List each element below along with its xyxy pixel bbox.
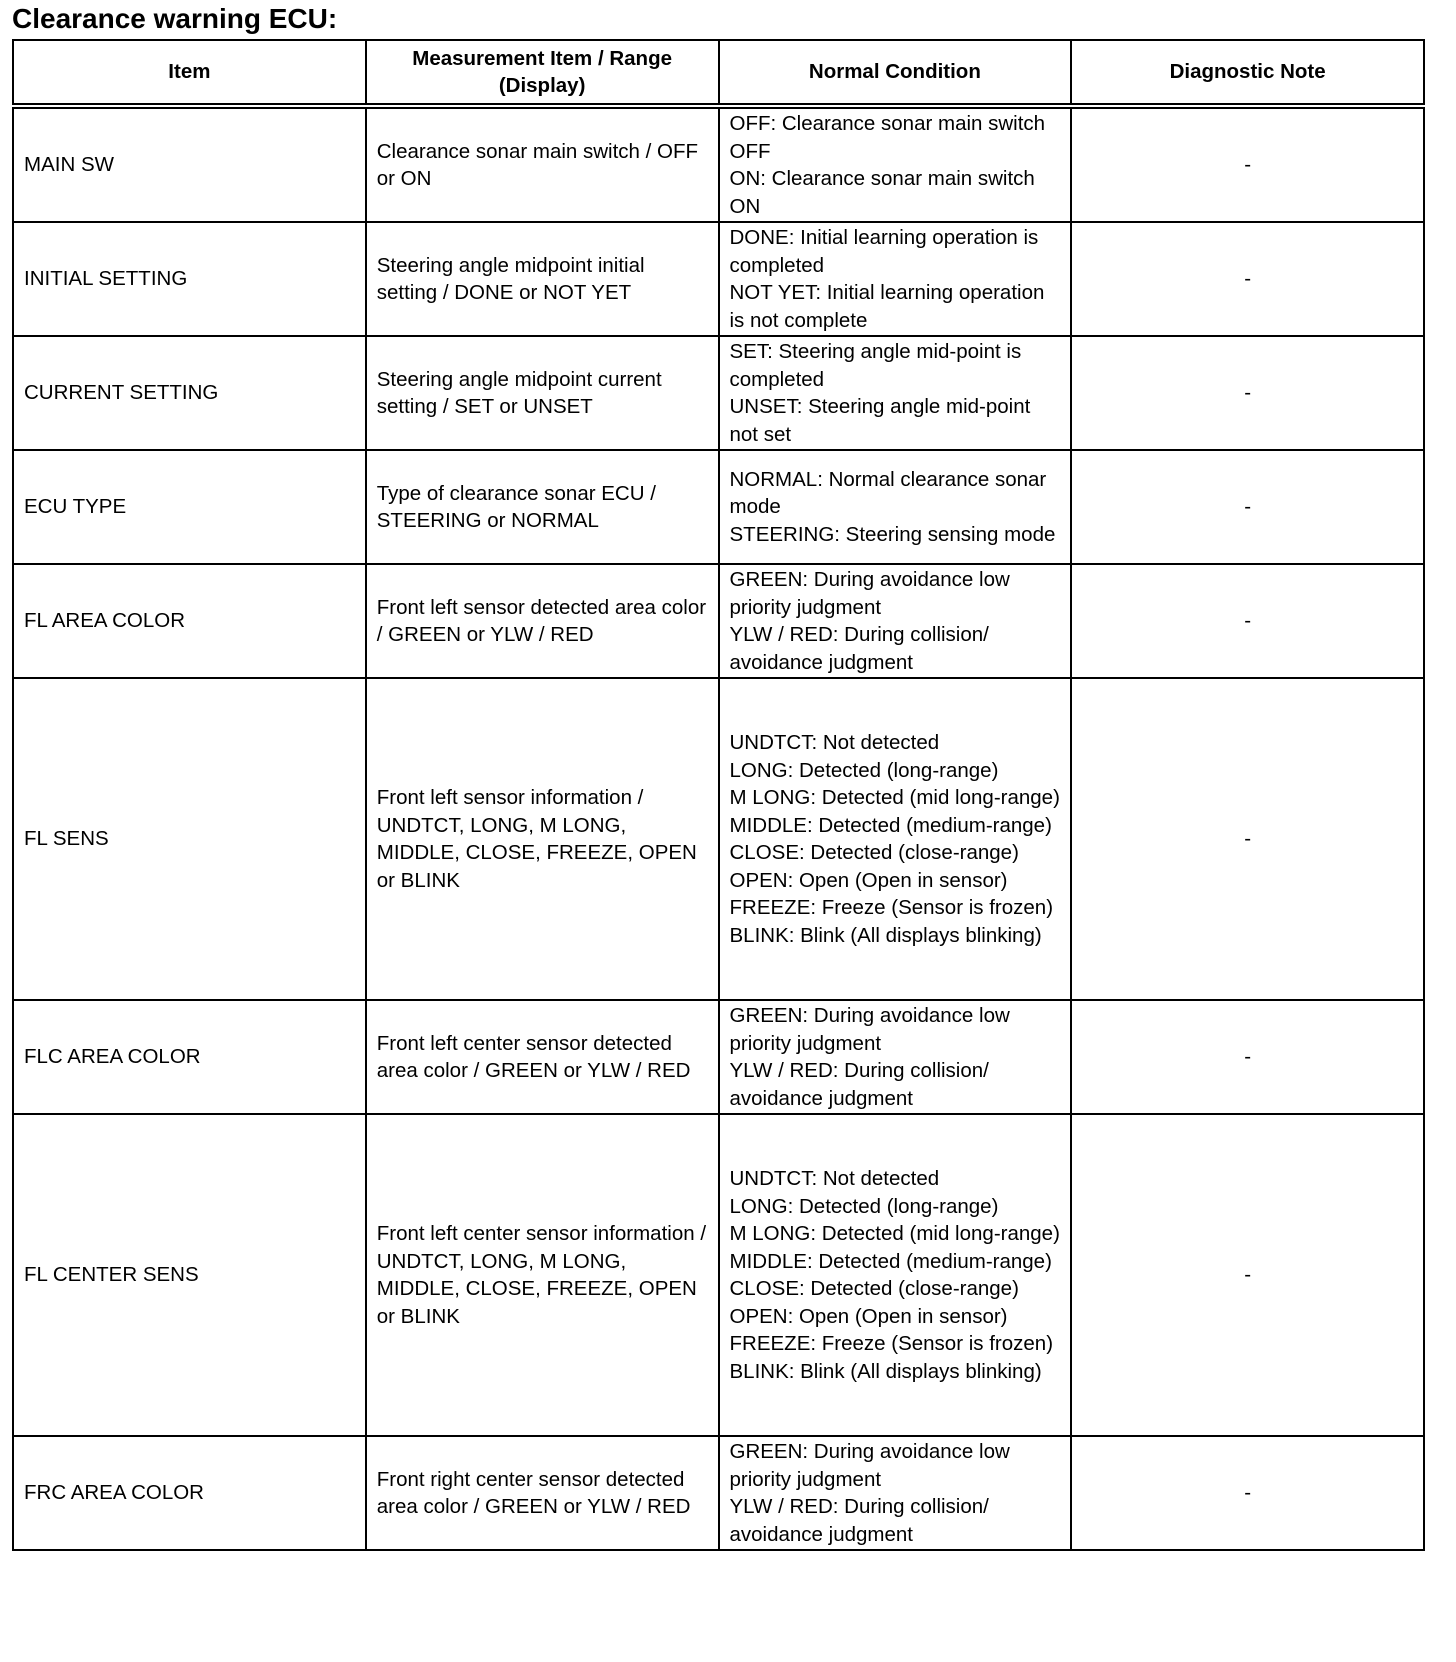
cell-diagnostic-note: - — [1071, 336, 1424, 450]
cell-item: FLC AREA COLOR — [13, 1000, 366, 1114]
cell-normal-condition — [719, 1114, 1072, 1436]
cell-normal-condition — [719, 564, 1072, 678]
cell-measurement: Front left center sensor information / UNDTCT, LONG, M LONG, MIDDLE, CLOSE, FREEZE, OPEN or BLINK — [366, 1114, 719, 1436]
cell-diagnostic-note: - — [1071, 1000, 1424, 1114]
cell-item: CURRENT SETTING — [13, 336, 366, 450]
cell-diagnostic-note: - — [1071, 678, 1424, 1000]
condition-line: GREEN: During avoidance low priority judgment — [729, 568, 1010, 619]
cell-normal-condition — [719, 222, 1072, 336]
condition-line: OPEN: Open (Open in sensor) — [729, 868, 1008, 892]
cell-normal-condition — [719, 336, 1072, 450]
condition-line: BLINK: Blink (All displays blinking) — [729, 1359, 1042, 1383]
condition-line: DONE: Initial learning operation is completed — [729, 226, 1039, 277]
condition-line: M LONG: Detected (mid long-range) — [729, 1222, 1060, 1245]
condition-line: OFF: Clearance sonar main switch OFF — [729, 112, 1046, 163]
table-row — [13, 222, 1424, 336]
condition-line: YLW / RED: During collision/ avoidance judgment — [729, 1495, 989, 1546]
cell-item: FL SENS — [13, 678, 366, 1000]
condition-line: SET: Steering angle mid-point is completed — [729, 340, 1022, 391]
cell-measurement: Clearance sonar main switch / OFF or ON — [366, 106, 719, 222]
table-row — [13, 678, 1424, 1000]
table-row — [13, 1436, 1424, 1550]
table-row — [13, 106, 1424, 222]
cell-normal-condition — [719, 1000, 1072, 1114]
cell-normal-condition — [719, 1436, 1072, 1550]
condition-line: OPEN: Open (Open in sensor) — [729, 1304, 1008, 1328]
table-row — [13, 336, 1424, 450]
condition-line: YLW / RED: During collision/ avoidance judgment — [729, 623, 989, 674]
table-header-row — [13, 40, 1424, 106]
data-table — [12, 39, 1425, 1551]
condition-line: BLINK: Blink (All displays blinking) — [729, 923, 1042, 947]
condition-line: MIDDLE: Detected (medium-range) — [729, 1249, 1052, 1273]
condition-line: UNDTCT: Not detected — [729, 731, 940, 754]
cell-measurement: Steering angle midpoint initial setting / DONE or NOT YET — [366, 222, 719, 336]
condition-line: LONG: Detected (long-range) — [729, 758, 999, 782]
header-measurement: Measurement Item / Range (Display) — [366, 40, 719, 106]
condition-line: ON: Clearance sonar main switch ON — [729, 167, 1035, 218]
cell-item: FRC AREA COLOR — [13, 1436, 366, 1550]
table-body — [13, 106, 1424, 1550]
cell-diagnostic-note: - — [1071, 564, 1424, 678]
page-title: Clearance warning ECU: — [12, 3, 338, 34]
condition-line: UNDTCT: Not detected — [729, 1167, 940, 1190]
condition-line: LONG: Detected (long-range) — [729, 1194, 999, 1218]
header-item: Item — [13, 40, 366, 106]
cell-measurement: Front left sensor information / UNDTCT, LONG, M LONG, MIDDLE, CLOSE, FREEZE, OPEN or BLINK — [366, 678, 719, 1000]
condition-line: FREEZE: Freeze (Sensor is frozen) — [729, 1332, 1054, 1355]
condition-line: M LONG: Detected (mid long-range) — [729, 786, 1060, 809]
cell-diagnostic-note: - — [1071, 450, 1424, 564]
cell-diagnostic-note: - — [1071, 1436, 1424, 1550]
cell-item: MAIN SW — [13, 106, 366, 222]
cell-measurement: Front right center sensor detected area color / GREEN or YLW / RED — [366, 1436, 719, 1550]
condition-line: MIDDLE: Detected (medium-range) — [729, 813, 1052, 837]
condition-line: YLW / RED: During collision/ avoidance judgment — [729, 1059, 989, 1110]
cell-item: ECU TYPE — [13, 450, 366, 564]
cell-normal-condition — [719, 450, 1072, 564]
condition-line: CLOSE: Detected (close-range) — [729, 841, 1019, 864]
condition-line: STEERING: Steering sensing mode — [729, 522, 1056, 546]
cell-measurement: Type of clearance sonar ECU / STEERING or NORMAL — [366, 450, 719, 564]
cell-normal-condition — [719, 678, 1072, 1000]
header-diagnostic-note: Diagnostic Note — [1071, 40, 1424, 106]
cell-measurement: Front left sensor detected area color / GREEN or YLW / RED — [366, 564, 719, 678]
condition-line: CLOSE: Detected (close-range) — [729, 1277, 1019, 1300]
condition-line: GREEN: During avoidance low priority judgment — [729, 1440, 1010, 1491]
cell-measurement: Steering angle midpoint current setting / SET or UNSET — [366, 336, 719, 450]
condition-line: NORMAL: Normal clearance sonar mode — [729, 467, 1047, 519]
table-row — [13, 1114, 1424, 1436]
cell-diagnostic-note: - — [1071, 222, 1424, 336]
header-normal-condition: Normal Condition — [719, 40, 1072, 106]
condition-line: UNSET: Steering angle mid-point not set — [729, 395, 1031, 446]
cell-measurement: Front left center sensor detected area color / GREEN or YLW / RED — [366, 1000, 719, 1114]
table-row — [13, 1000, 1424, 1114]
cell-normal-condition — [719, 106, 1072, 222]
cell-item: INITIAL SETTING — [13, 222, 366, 336]
table-row — [13, 564, 1424, 678]
cell-diagnostic-note: - — [1071, 1114, 1424, 1436]
cell-item: FL CENTER SENS — [13, 1114, 366, 1436]
table-row — [13, 450, 1424, 564]
cell-item: FL AREA COLOR — [13, 564, 366, 678]
cell-diagnostic-note: - — [1071, 106, 1424, 222]
condition-line: NOT YET: Initial learning operation is not complete — [729, 281, 1045, 332]
condition-line: FREEZE: Freeze (Sensor is frozen) — [729, 896, 1054, 919]
condition-line: GREEN: During avoidance low priority judgment — [729, 1004, 1010, 1055]
